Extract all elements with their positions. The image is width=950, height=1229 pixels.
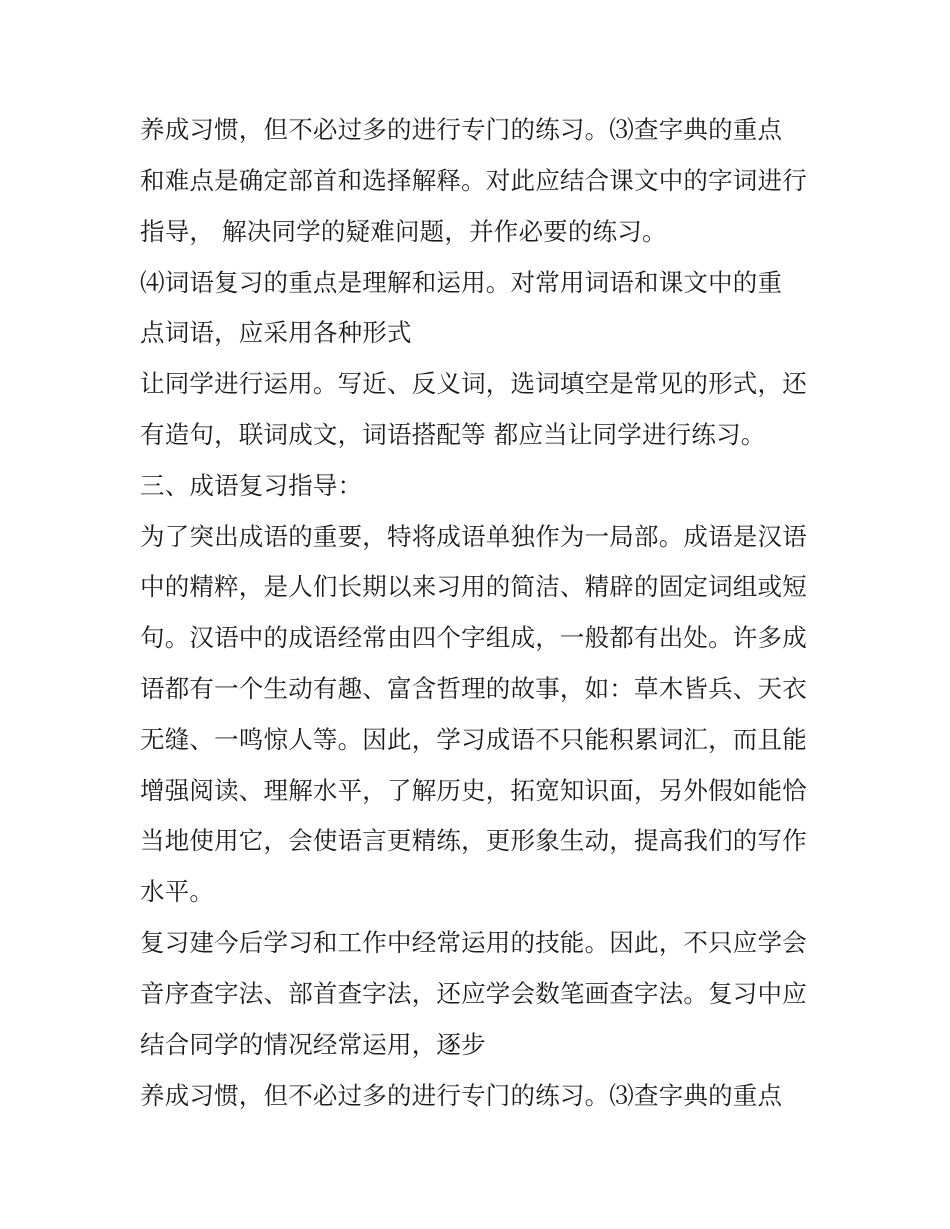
- text-line-9: 为了突出成语的重要，特将成语单独作为一局部。成语是汉语: [140, 522, 807, 551]
- text-line-1: 养成习惯，但不必过多的进行专门的练习。⑶查字典的重点: [140, 115, 783, 144]
- text-line-12: 语都有一个生动有趣、富含哲理的故事，如：草木皆兵、天衣: [140, 674, 807, 703]
- text-line-15: 当地使用它，会使语言更精练，更形象生动，提高我们的写作: [140, 826, 807, 855]
- text-line-13: 无缝、一鸣惊人等。因此，学习成语不只能积累词汇，而且能: [140, 725, 807, 754]
- text-line-17: 复习建今后学习和工作中经常运用的技能。因此，不只应学会: [140, 928, 807, 957]
- text-line-4: ⑷词语复习的重点是理解和运用。对常用词语和课文中的重: [140, 268, 783, 297]
- text-line-5: 点词语，应采用各种形式: [140, 318, 412, 347]
- section-heading: 三、成语复习指导：: [140, 471, 363, 500]
- text-line-3: 指导， 解决同学的疑难问题，并作必要的练习。: [140, 217, 667, 246]
- text-line-20: 养成习惯，但不必过多的进行专门的练习。⑶查字典的重点: [140, 1081, 783, 1110]
- text-line-11: 句。汉语中的成语经常由四个字组成，一般都有出处。许多成: [140, 623, 807, 652]
- text-line-10: 中的精粹，是人们长期以来习用的简洁、精辟的固定词组或短: [140, 572, 807, 601]
- text-line-19: 结合同学的情况经常运用，逐步: [140, 1030, 486, 1059]
- text-line-18: 音序查字法、部首查字法，还应学会数笔画查字法。复习中应: [140, 979, 807, 1008]
- text-line-6: 让同学进行运用。写近、反义词，选词填空是常见的形式，还: [140, 369, 807, 398]
- text-line-7: 有造句，联词成文，词语搭配等 都应当让同学进行练习。: [140, 420, 766, 449]
- text-line-14: 增强阅读、理解水平，了解历史，拓宽知识面，另外假如能恰: [140, 776, 807, 805]
- text-line-2: 和难点是确定部首和选择解释。对此应结合课文中的字词进行: [140, 166, 807, 195]
- text-line-16: 水平。: [140, 877, 215, 906]
